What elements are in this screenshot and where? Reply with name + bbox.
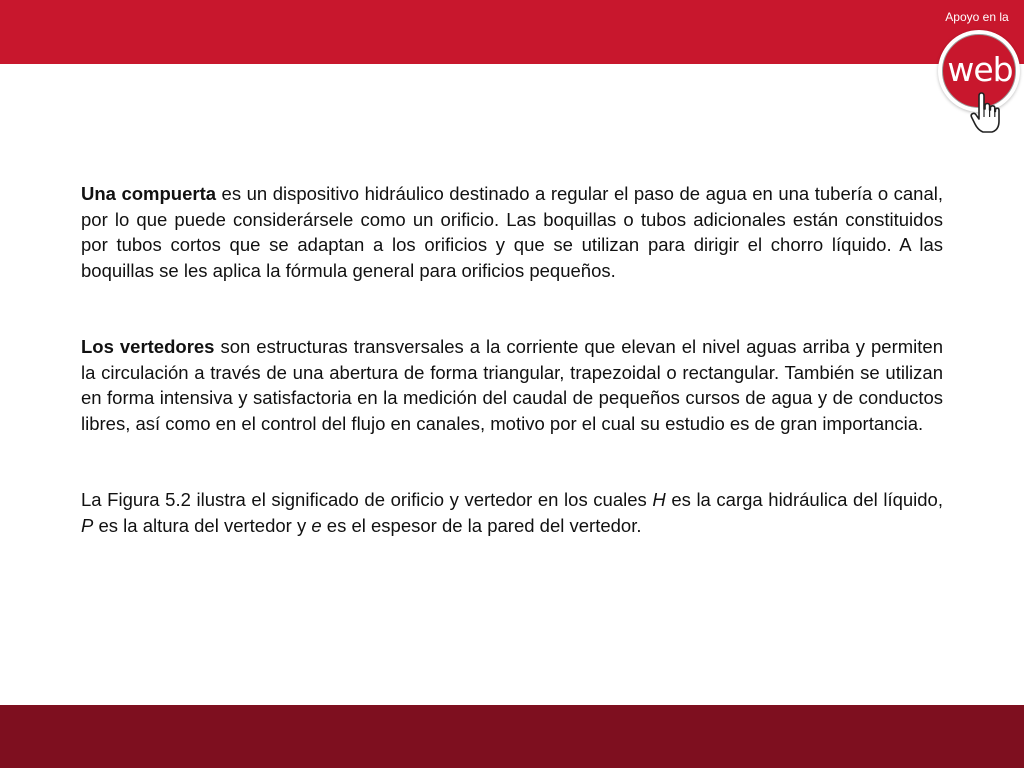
term-compuerta: Una compuerta (81, 183, 217, 204)
symbol-h: H (652, 489, 666, 510)
logo-word: web (947, 50, 1013, 89)
apoyo-web-logo[interactable] (930, 8, 1024, 138)
figura-text-3: es la altura del vertedor y (93, 514, 312, 536)
paragraph-figura (81, 487, 943, 538)
term-vertedores: Los vertedores (81, 336, 215, 357)
footer-band (0, 705, 1024, 768)
paragraph-vertedores (81, 334, 943, 436)
figura-text-2: es la carga hidráulica del líquido, (665, 489, 943, 510)
slide-body (81, 181, 943, 538)
figura-text-1: La Figura 5.2 ilustra el significado de orificio y vertedor en los cuales (81, 489, 653, 510)
paragraph-compuerta-text: es un dispositivo hidráulico destinado a regular el paso de agua en una tubería o canal, por lo que puede considerársele como un orificio. Las boquillas o tubos adicionales están constituidos por tubos cortos que se adaptan a los orificios y que se utilizan para dirigir el chorro líquido. A las boquillas se les aplica la fórmula general para orificios pequeños. (81, 183, 943, 281)
symbol-p: P (81, 514, 94, 536)
paragraph-compuerta (81, 181, 943, 283)
paragraph-vertedores-text: son estructuras transversales a la corriente que elevan el nivel aguas arriba y permiten la circulación a través de una abertura de forma triangular, trapezoidal o rectangular. También se utilizan en forma intensiva y satisfactoria en la medición del caudal de pequeños cursos de agua y de conductos libres, así como en el control del flujo en canales, motivo por el cual su estudio es de gran importancia. (81, 336, 943, 434)
figura-text-4: es el espesor de la pared del vertedor. (321, 514, 642, 536)
logo-caption: Apoyo en la (945, 10, 1009, 24)
header-band (0, 0, 1024, 64)
symbol-e: e (311, 514, 322, 536)
hand-pointer-icon (970, 92, 1000, 134)
